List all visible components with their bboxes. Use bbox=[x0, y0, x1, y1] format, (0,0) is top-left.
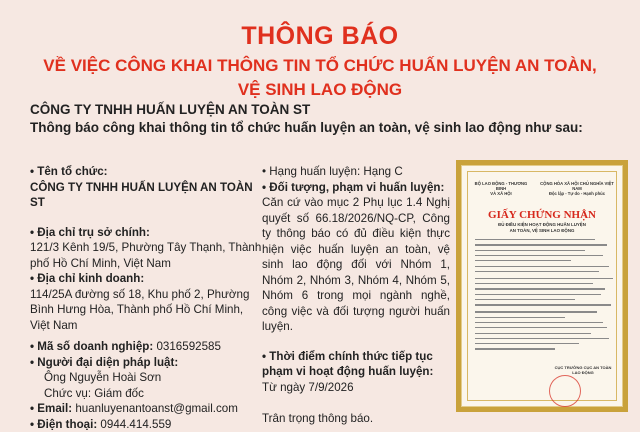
cert-text-line bbox=[475, 317, 565, 318]
cert-text-line bbox=[475, 260, 571, 261]
email-row bbox=[30, 401, 262, 417]
tax-label bbox=[30, 339, 262, 355]
cert-text-line bbox=[475, 250, 585, 251]
cert-issuer-left-2: VÀ XÃ HỘI bbox=[471, 191, 531, 196]
cert-text-line bbox=[475, 239, 595, 240]
cert-issuer-left bbox=[471, 181, 531, 196]
phone-label: • Điện thoại: bbox=[30, 418, 97, 431]
hq-label: • Địa chỉ trụ sở chính: bbox=[30, 225, 262, 241]
intro-text: Thông báo công khai thông tin tổ chức huấn luyện an toàn, vệ sinh lao động như sau: bbox=[30, 120, 583, 135]
cert-text-line bbox=[475, 294, 601, 295]
org-label: • Tên tổ chức: bbox=[30, 164, 262, 180]
cert-text-line bbox=[475, 348, 555, 349]
notice-subtitle bbox=[0, 54, 640, 102]
cert-text-line bbox=[475, 283, 593, 284]
email-label: • Email: bbox=[30, 402, 72, 415]
biz-value: 114/25A đường số 18, Khu phố 2, Phường Bình Hưng Hòa, Thành phố Hồ Chí Minh, Việt Nam bbox=[30, 287, 262, 334]
subtitle-line-1: VỀ VIỆC CÔNG KHAI THÔNG TIN TỔ CHỨC HUẤN LUYỆN AN TOÀN, bbox=[0, 54, 640, 78]
hq-value: 121/3 Kênh 19/5, Phường Tây Thạnh, Thành phố Hồ Chí Minh, Việt Nam bbox=[30, 240, 262, 271]
scope-value: Căn cứ vào mục 2 Phụ lục 1.4 Nghị quyết số 66.18/2026/NQ-CP, Công ty thông báo có đủ điều kiện thực hiện việc huấn luyện an toàn, vệ sinh lao động đối với Nhóm 1, Nhóm 2, Nhóm 3, Nhóm 4, Nhóm 5, Nhóm 6 trong mọi ngành nghề, công việc và đối tượng người huấn luyện. bbox=[262, 195, 450, 335]
cert-title: GIẤY CHỨNG NHẬN bbox=[461, 209, 623, 221]
biz-label: • Địa chỉ kinh doanh: bbox=[30, 271, 262, 287]
cert-text-line bbox=[475, 299, 575, 300]
cert-text-line bbox=[475, 288, 605, 289]
notice-title: THÔNG BÁO bbox=[0, 22, 640, 51]
cert-signer-title: CỤC TRƯỞNG CỤC AN TOÀN LAO ĐỘNG bbox=[553, 365, 613, 375]
email-value[interactable]: huanluyenantoanst@gmail.com bbox=[75, 402, 238, 415]
cert-text-line bbox=[475, 343, 579, 344]
cert-subtitle-1: ĐỦ ĐIỀU KIỆN HOẠT ĐỘNG HUẤN LUYỆN bbox=[461, 222, 623, 228]
org-value: CÔNG TY TNHH HUẤN LUYỆN AN TOÀN ST bbox=[30, 180, 262, 211]
cert-text-line bbox=[475, 322, 603, 323]
time-row bbox=[262, 349, 450, 396]
cert-subtitle-2: AN TOÀN, VỆ SINH LAO ĐỘNG bbox=[461, 228, 623, 234]
cert-text-line bbox=[475, 244, 607, 245]
tax-value: 0316592585 bbox=[156, 340, 220, 353]
certificate-image bbox=[456, 160, 628, 412]
phone-value[interactable]: 0944.414.559 bbox=[100, 418, 171, 431]
cert-issuer-right-1: CỘNG HÒA XÃ HỘI CHỦ NGHĨA VIỆT NAM bbox=[535, 181, 619, 191]
cert-issuer-right-2: Độc lập - Tự do - Hạnh phúc bbox=[535, 191, 619, 196]
cert-text-line bbox=[475, 271, 599, 272]
info-column-right bbox=[262, 164, 450, 427]
phone-row bbox=[30, 417, 262, 432]
cert-seal-icon bbox=[549, 375, 581, 407]
training-rank: • Hạng huấn luyện: Hạng C bbox=[262, 164, 450, 180]
rep-name: Ông Nguyễn Hoài Sơn bbox=[30, 370, 262, 386]
cert-subtitle bbox=[461, 222, 623, 233]
time-value: Từ ngày 7/9/2026 bbox=[262, 381, 354, 394]
cert-text-line bbox=[475, 304, 611, 305]
time-label: • Thời điểm chính thức tiếp tục phạm vi hoạt động huấn luyện: bbox=[262, 350, 433, 379]
subtitle-line-2: VỆ SINH LAO ĐỘNG bbox=[0, 78, 640, 102]
cert-text-line bbox=[475, 338, 609, 339]
company-name: CÔNG TY TNHH HUẤN LUYỆN AN TOÀN ST bbox=[30, 102, 310, 117]
cert-issuer-right bbox=[535, 181, 619, 196]
cert-issuer-left-1: BỘ LAO ĐỘNG - THƯƠNG BINH bbox=[471, 181, 531, 191]
closing-text: Trân trọng thông báo. bbox=[262, 411, 450, 427]
tax-label-text: • Mã số doanh nghiệp: bbox=[30, 340, 153, 353]
rep-label: • Người đại diện pháp luật: bbox=[30, 355, 262, 371]
cert-text-line bbox=[475, 266, 609, 267]
cert-text-line bbox=[475, 278, 613, 279]
scope-label: • Đối tượng, phạm vi huấn luyện: bbox=[262, 180, 450, 196]
cert-text-line bbox=[475, 333, 591, 334]
cert-text-line bbox=[475, 327, 607, 328]
cert-text-line bbox=[475, 255, 603, 256]
info-column-left bbox=[30, 164, 262, 432]
cert-text-line bbox=[475, 311, 597, 312]
rep-title: Chức vụ: Giám đốc bbox=[30, 386, 262, 402]
